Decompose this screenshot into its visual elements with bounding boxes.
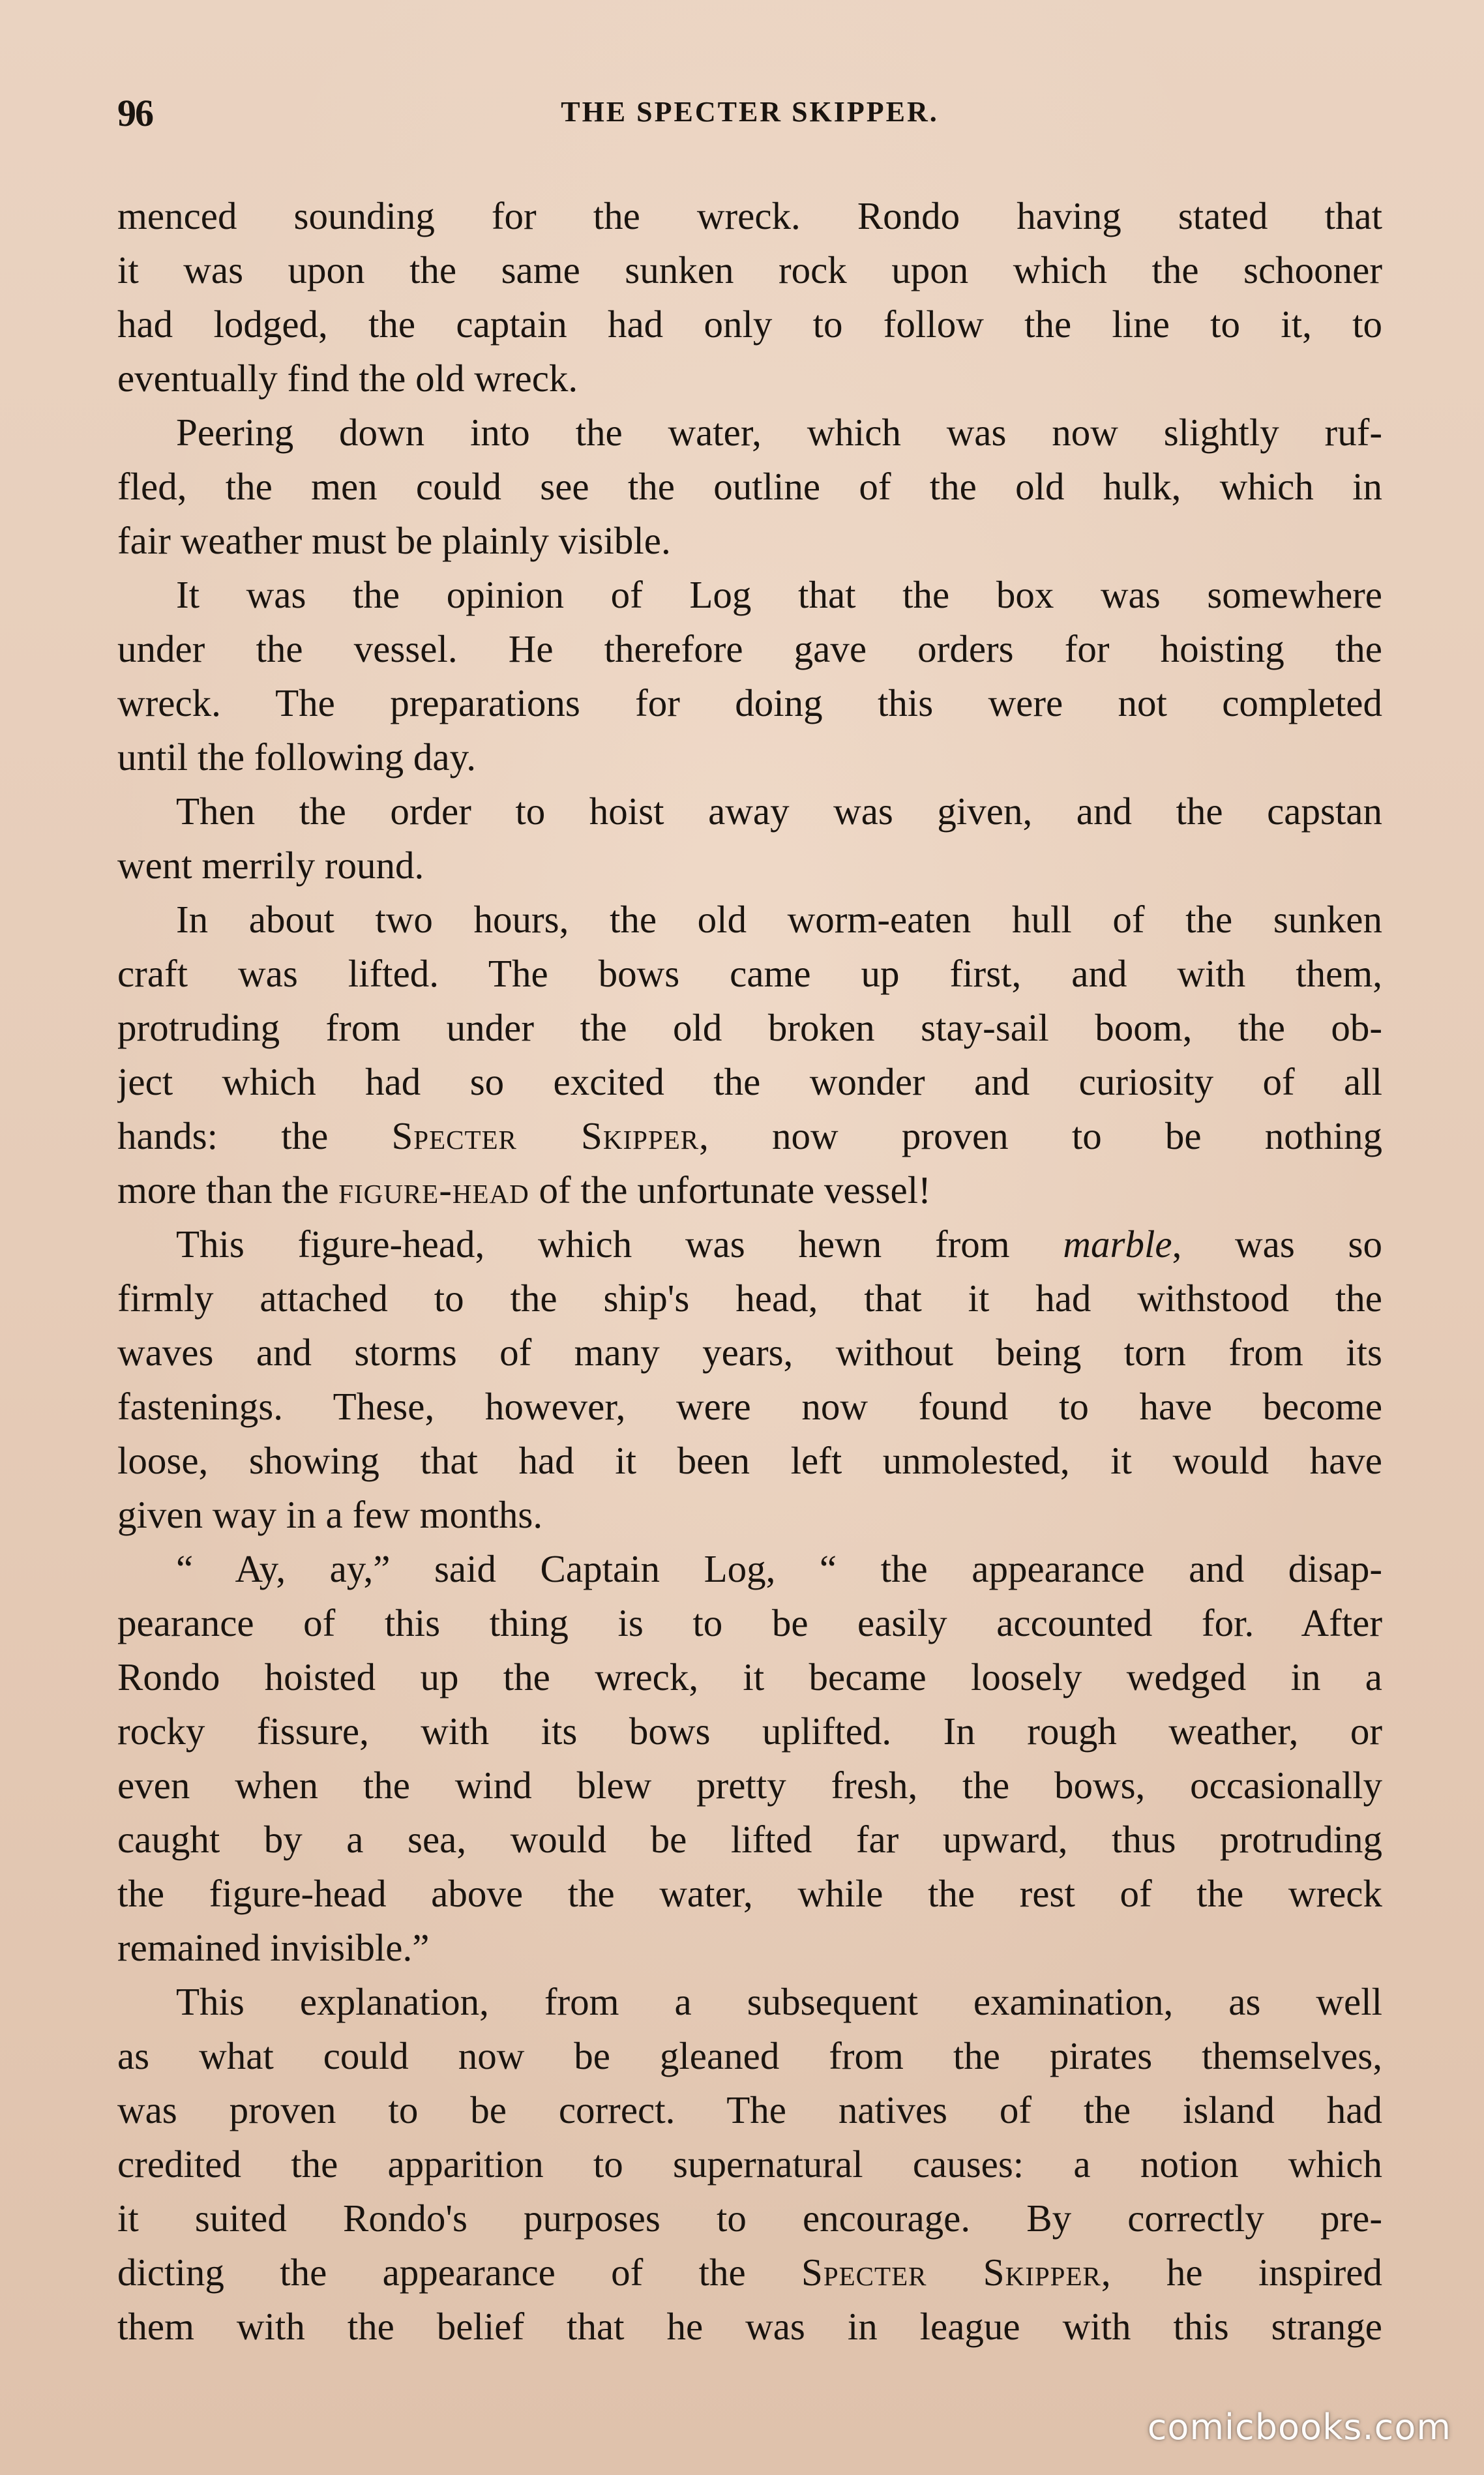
text-line: Then the order to hoist away was given, and the capstan: [176, 790, 1382, 833]
running-head: THE SPECTER SKIPPER.: [561, 96, 939, 128]
text-line-with-small-caps: [117, 2245, 1382, 2300]
text-run: hands: the: [117, 1114, 392, 1157]
text-line: caught by a sea, would be lifted far upward, thus protruding: [117, 1818, 1382, 1861]
text-line: “ Ay, ay,” said Captain Log, “ the appearance and disap-: [176, 1547, 1382, 1590]
text-line: menced sounding for the wreck. Rondo having stated that: [117, 194, 1382, 237]
text-line: loose, showing that had it been left unmolested, it would have: [117, 1439, 1382, 1482]
text-line: remained invisible.”: [117, 1926, 430, 1969]
text-run: , now proven to be nothing: [699, 1114, 1382, 1157]
text-line: Peering down into the water, which was now slightly ruf-: [176, 411, 1382, 454]
text-line: wreck. The preparations for doing this were not completed: [117, 681, 1382, 724]
text-line: fair weather must be plainly visible.: [117, 519, 671, 562]
text-line-with-italic: [117, 1217, 1382, 1271]
text-line: went merrily round.: [117, 844, 424, 887]
text-line: rocky fissure, with its bows uplifted. In rough weather, or: [117, 1710, 1382, 1753]
title-small-caps: Specter Skipper: [801, 2251, 1101, 2294]
text-line: until the following day.: [117, 735, 477, 778]
text-line: credited the apparition to supernatural causes: a notion which: [117, 2142, 1382, 2186]
title-small-caps: Specter Skipper: [391, 1114, 700, 1157]
text-run: dicting the appearance of the: [117, 2251, 802, 2294]
text-line: Rondo hoisted up the wreck, it became loosely wedged in a: [117, 1655, 1382, 1698]
text-line: given way in a few months.: [117, 1493, 543, 1536]
text-line: protruding from under the old broken stay-sail boom, the ob-: [117, 1006, 1382, 1049]
text-line: the figure-head above the water, while the rest of the wreck: [117, 1872, 1382, 1915]
text-run: This figure-head, which was hewn from: [176, 1223, 1063, 1266]
text-run: of the unfortunate vessel!: [529, 1168, 931, 1211]
page-number: 96: [117, 92, 153, 134]
text-line: had lodged, the captain had only to follow the line to it, to: [117, 303, 1382, 346]
text-line: under the vessel. He therefore gave orders for hoisting the: [117, 627, 1382, 670]
text-line: firmly attached to the ship's head, that it had withstood the: [117, 1277, 1382, 1320]
text-line: even when the wind blew pretty fresh, the bows, occasionally: [117, 1764, 1382, 1807]
text-line: ject which had so excited the wonder and curiosity of all: [117, 1060, 1382, 1103]
text-line: as what could now be gleaned from the pirates themselves,: [117, 2034, 1382, 2077]
body-text: [117, 189, 1382, 2354]
text-line: was proven to be correct. The natives of the island had: [117, 2088, 1382, 2131]
text-line: it was upon the same sunken rock upon which the schooner: [117, 248, 1382, 291]
text-line: them with the belief that he was in league with this strange: [117, 2305, 1382, 2348]
text-run: , was so: [1172, 1223, 1382, 1266]
text-run: , he inspired: [1101, 2251, 1382, 2294]
text-line: waves and storms of many years, without being torn from its: [117, 1331, 1382, 1374]
text-line: craft was lifted. The bows came up first, and with them,: [117, 952, 1382, 995]
site-watermark: comicbooks.com: [1147, 2407, 1451, 2448]
text-line: It was the opinion of Log that the box was somewhere: [176, 573, 1382, 616]
text-line: it suited Rondo's purposes to encourage. By correctly pre-: [117, 2197, 1382, 2240]
page-header: [117, 91, 1382, 143]
text-line: This explanation, from a subsequent examination, as well: [176, 1980, 1382, 2023]
text-run: more than the: [117, 1168, 339, 1211]
text-line: In about two hours, the old worm-eaten hull of the sunken: [176, 898, 1382, 941]
figure-head-small-caps: figure-head: [338, 1168, 529, 1211]
text-line-with-small-caps: [117, 1163, 1382, 1217]
text-line: fled, the men could see the outline of the old hulk, which in: [117, 465, 1382, 508]
text-line: pearance of this thing is to be easily accounted for. After: [117, 1601, 1382, 1644]
text-line: eventually find the old wreck.: [117, 357, 578, 400]
italic-word: marble: [1063, 1223, 1172, 1266]
text-line-with-small-caps: [117, 1109, 1382, 1163]
text-line: fastenings. These, however, were now found to have become: [117, 1385, 1382, 1428]
